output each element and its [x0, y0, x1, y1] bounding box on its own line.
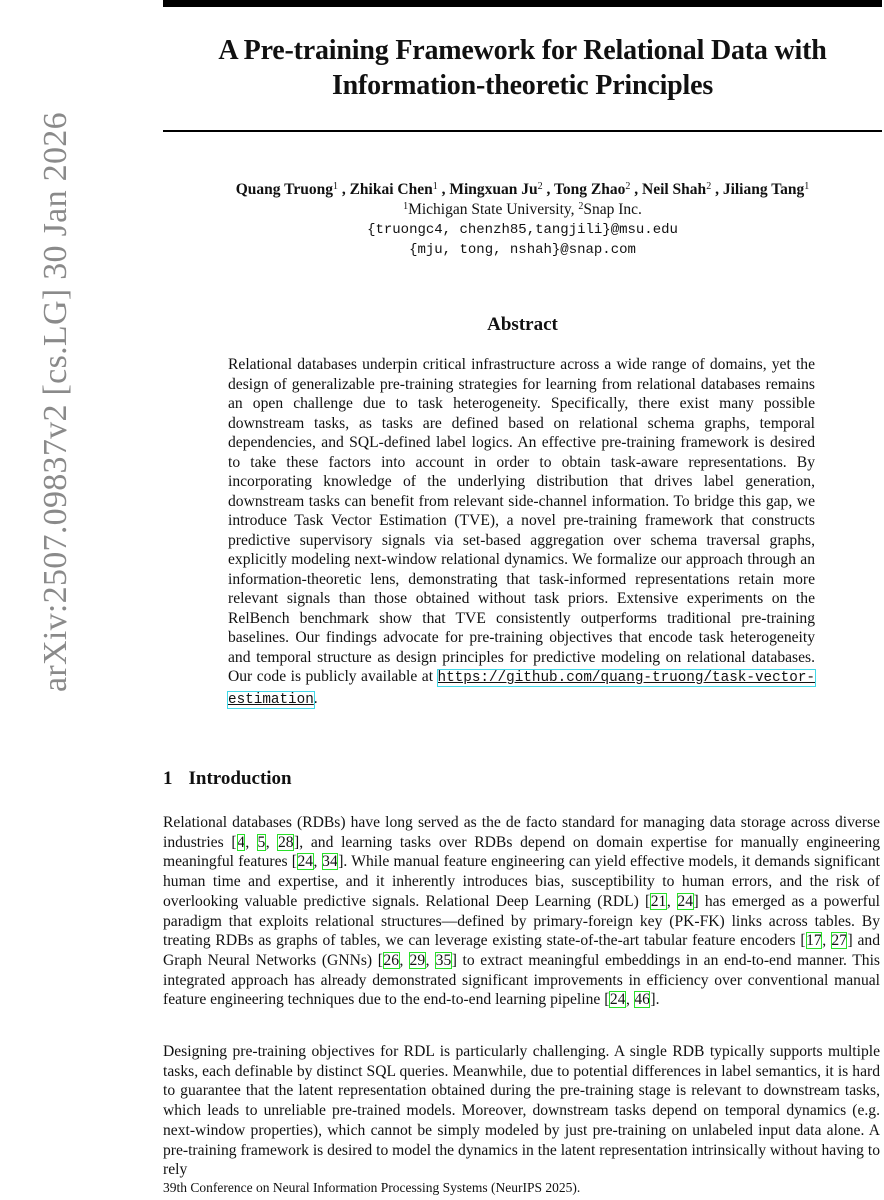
- citation-link[interactable]: 34: [322, 853, 338, 871]
- paper-title: [163, 33, 882, 103]
- citation-link[interactable]: 29: [409, 951, 426, 969]
- citation-link[interactable]: 35: [435, 951, 452, 969]
- citation-link[interactable]: 24: [609, 991, 626, 1009]
- abstract-body: [228, 355, 815, 710]
- venue-footnote: 39th Conference on Neural Information Processing Systems (NeurIPS 2025).: [163, 1180, 581, 1195]
- email-line-msu: {truongc4, chenzh85,tangjili}@msu.edu: [367, 222, 678, 238]
- paper-title-line-1: A Pre-training Framework for Relational Data with: [218, 35, 827, 66]
- affiliation-mark: 2: [578, 201, 584, 212]
- affiliation-line: [163, 200, 882, 220]
- citation-link[interactable]: 24: [677, 892, 694, 910]
- citation-link[interactable]: 21: [650, 892, 667, 910]
- paper-title-line-2: Information-theoretic Principles: [331, 70, 714, 101]
- author-name: Quang Truong: [235, 181, 333, 198]
- citation-link[interactable]: 27: [831, 932, 847, 950]
- author-affiliation-mark: 1: [432, 181, 438, 192]
- author-name: Tong Zhao: [554, 181, 626, 198]
- arxiv-identifier-stamp: [0, 0, 74, 700]
- email-line-snap: {mju, tong, nshah}@snap.com: [409, 242, 636, 258]
- affiliation-name: Snap Inc.: [583, 201, 642, 218]
- author-block: [163, 180, 882, 260]
- introduction-paragraph-1: Relational databases (RDBs) have long served as the de facto standard for managing data storage across diverse industries [4, 5, 28], and learning tasks over RDBs depend on domain expertise for manually engineering meaningful features [24, 34]. While manual feature engineering can yield effective models, it demands significant human time and expertise, and it inherently introduces bias, susceptibility to human errors, and the risk of overlooking valuable predictive signals. Relational Deep Learning (RDL) [21, 24] has emerged as a powerful paradigm that exploits relational structures—defined by primary-foreign key (PK-FK) links across tables. By treating RDBs as graphs of tables, we can leverage existing state-of-the-art tabular feature encoders [17, 27] and Graph Neural Networks (GNNs) [26, 29, 35] to extract meaningful embeddings in an end-to-end manner. This integrated approach has already demonstrated significant improvements in efficiency over conventional manual feature engineering techniques due to the end-to-end learning pipeline [24, 46].: [163, 814, 881, 1009]
- paragraph-text: ].: [650, 991, 660, 1009]
- paragraph-text: ] and Graph Neural Networks (GNNs) [: [163, 932, 880, 969]
- title-top-rule: [163, 0, 882, 7]
- author-name: Jiliang Tang: [722, 181, 805, 198]
- author-list: Quang Truong$^1$ , Zhikai Chen$^1$ , Mingxuan Ju$^2$ , Tong Zhao$^2$ , Neil Shah$^2$ , Jiliang Tang$^1$: [235, 181, 810, 198]
- author-affiliation-mark: 1: [804, 181, 810, 192]
- section-heading-introduction: [163, 768, 292, 790]
- citation-link[interactable]: 24: [297, 853, 314, 871]
- citation-link[interactable]: 26: [383, 951, 400, 969]
- author-affiliation-mark: 1: [332, 181, 338, 192]
- citation-link[interactable]: 17: [806, 932, 822, 950]
- author-name: Neil Shah: [642, 181, 707, 198]
- paragraph-text: ], and learning tasks over RDBs depend on domain expertise for manually engineering meaningful features [: [163, 833, 881, 871]
- paragraph-text: Relational databases (RDBs) have long served as the de facto standard for managing data storage across diverse industries [: [163, 814, 880, 851]
- affiliation-name: Michigan State University,: [408, 201, 575, 218]
- citation-link[interactable]: 4: [237, 833, 245, 851]
- abstract-text: Relational databases underpin critical infrastructure across a wide range of domains, yet the design of generalizable pre-training strategies for learning from relational databases remains an open challenge due to task heterogeneity. Specifically, there exist many possible downstream tasks, as tasks are defined based on relational schema graphs, temporal dependencies, and SQL-defined label logics. An effective pre-training framework is desired to take these factors into account in order to obtain task-aware representations. By incorporating knowledge of the underlying distribution that drives label generation, downstream tasks can benefit from relevant side-channel information. To bridge this gap, we introduce Task Vector Estimation (TVE), a novel pre-training framework that constructs predictive supervisory signals via set-based aggregation over schema traversal graphs, explicitly modeling next-window relational dynamics. We formalize our approach through an information-theoretic lens, demonstrating that task-informed representations retain more relevant signals than those obtained without task priors. Extensive experiments on the RelBench benchmark show that TVE consistently outperforms traditional pre-training baselines. Our findings advocate for pre-training objectives that encode task heterogeneity and temporal structure as design principles for predictive modeling on relational databases. Our code is publicly available at: [228, 356, 815, 685]
- author-name: Mingxuan Ju: [449, 181, 538, 198]
- introduction-paragraph-2: Designing pre-training objectives for RDL is particularly challenging. A single RDB typically supports multiple tasks, each definable by distinct SQL queries. Meanwhile, due to potential differences in label semantics, it is hard to guarantee that the latent representation obtained during the pre-training stage is relevant to downstream tasks, which leads to unreliable pre-trained models. Moreover, downstream tasks depend on temporal dynamics (e.g. next-window properties), which cannot be simply modeled by just pre-training on unlabeled input data alone. A pre-training framework is desired to model the dynamics in the latent representation intrinsically without having to rely: [163, 1043, 880, 1179]
- abstract-heading: Abstract: [487, 314, 558, 335]
- author-name: Zhikai Chen: [349, 181, 433, 198]
- citation-link[interactable]: 46: [634, 991, 650, 1009]
- code-repository-link[interactable]: https://github.com/quang-truong/task-vector-estimation: [228, 670, 815, 708]
- section-number: 1: [163, 768, 173, 789]
- author-affiliation-mark: 2: [706, 181, 712, 192]
- abstract-end-period: .: [313, 689, 318, 707]
- arxiv-identifier-text: arXiv:2507.09837v2 [cs.LG] 30 Jan 2026: [37, 112, 74, 692]
- section-title: Introduction: [188, 768, 292, 789]
- paragraph-text: ] has emerged as a powerful paradigm that exploits relational structures—defined by primary-foreign key (PK-FK) links across tables. By treating RDBs as graphs of tables, we can leverage existing state-of-the-art tabular feature encoders [: [163, 892, 881, 950]
- affiliation-mark: 1: [403, 201, 409, 212]
- citation-link[interactable]: 28: [277, 833, 294, 851]
- author-affiliation-mark: 2: [537, 181, 543, 192]
- citation-link[interactable]: 5: [257, 833, 266, 851]
- paragraph-text: ] to extract meaningful embeddings in an end-to-end manner. This integrated approach has already demonstrated significant improvements in efficiency over conventional manual feature engineering techniques due to the end-to-end learning pipeline [: [163, 951, 880, 1009]
- title-bottom-rule: [163, 130, 882, 132]
- author-affiliation-mark: 2: [625, 181, 631, 192]
- paragraph-text: ]. While manual feature engineering can yield effective models, it demands significant human time and expertise, and it inherently introduces bias, susceptibility to human errors, and the risk of overlooking valuable predictive signals. Relational Deep Learning (RDL) [: [163, 853, 880, 910]
